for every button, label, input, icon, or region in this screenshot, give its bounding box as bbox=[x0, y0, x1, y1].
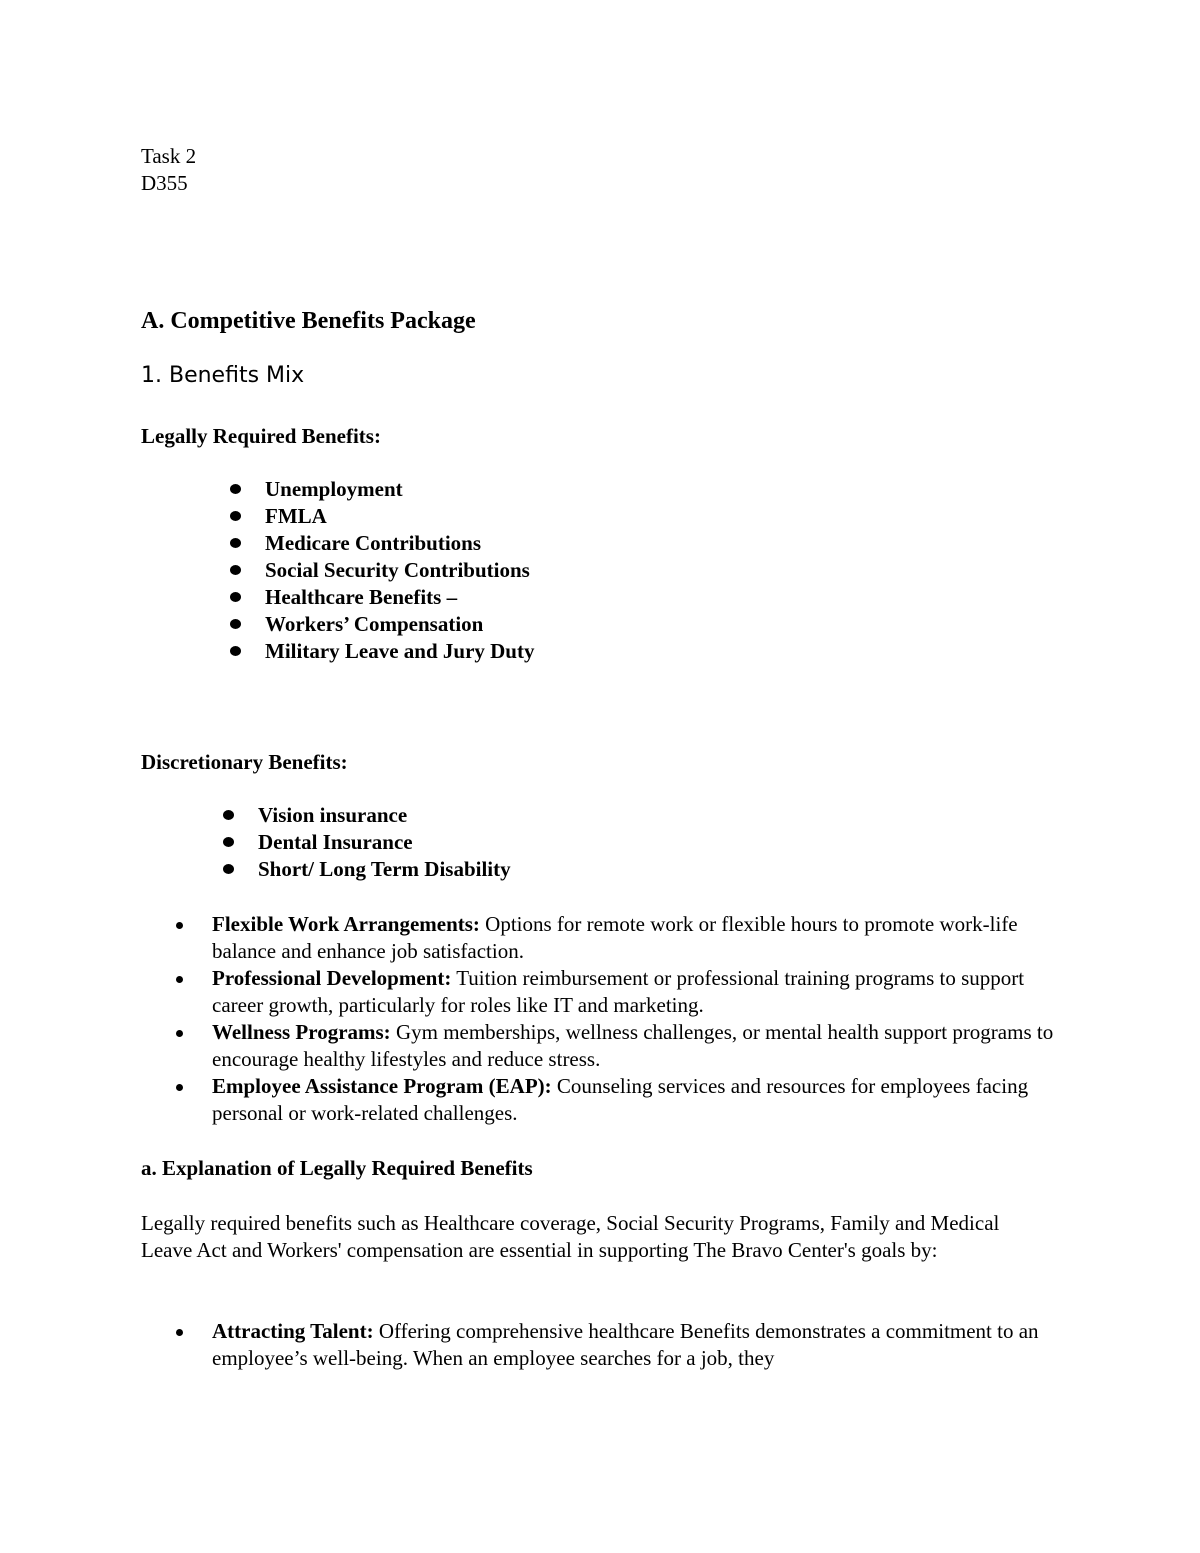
discretionary-benefits-list bbox=[258, 802, 511, 883]
discretionary-benefits-heading: Discretionary Benefits: bbox=[141, 750, 348, 774]
item-label: Wellness Programs: bbox=[212, 1020, 391, 1044]
item-text: Options for remote work or flexible hours to promote work-life balance and enhance job satisfaction. bbox=[212, 912, 1018, 963]
explanation-list bbox=[212, 1318, 1072, 1372]
item-text: Tuition reimbursement or professional training programs to support career growth, particularly for roles like IT and marketing. bbox=[212, 966, 1025, 1017]
list-item bbox=[212, 911, 1072, 965]
explanation-heading: a. Explanation of Legally Required Benefits bbox=[141, 1156, 533, 1180]
list-item: Unemployment bbox=[265, 476, 534, 503]
bullet-icon bbox=[176, 1030, 183, 1037]
bullet-icon bbox=[230, 592, 241, 602]
list-item: Social Security Contributions bbox=[265, 557, 534, 584]
list-item: Military Leave and Jury Duty bbox=[265, 638, 534, 665]
explanation-paragraph: Legally required benefits such as Healthcare coverage, Social Security Programs, Family and Medical Leave Act and Workers' compensation are essential in supporting The Bravo Center's goals by: bbox=[141, 1211, 1000, 1262]
list-item: Dental Insurance bbox=[258, 829, 511, 856]
bullet-icon bbox=[230, 538, 241, 548]
list-item: Vision insurance bbox=[258, 802, 511, 829]
additional-benefits-list bbox=[212, 911, 1072, 1127]
item-label: Flexible Work Arrangements: bbox=[212, 912, 480, 936]
list-item bbox=[212, 1318, 1072, 1372]
bullet-icon bbox=[176, 976, 183, 983]
bullet-icon bbox=[176, 1084, 183, 1091]
bullet-icon bbox=[230, 646, 241, 656]
list-item: FMLA bbox=[265, 503, 534, 530]
bullet-icon bbox=[223, 864, 234, 874]
item-text: Counseling services and resources for employees facing personal or work-related challenges. bbox=[212, 1074, 1029, 1125]
bullet-icon bbox=[230, 619, 241, 629]
item-label: Professional Development: bbox=[212, 966, 452, 990]
list-item: Healthcare Benefits – bbox=[265, 584, 534, 611]
list-item: Workers’ Compensation bbox=[265, 611, 534, 638]
bullet-icon bbox=[223, 810, 234, 820]
list-item bbox=[212, 1019, 1072, 1073]
bullet-icon bbox=[230, 484, 241, 494]
item-text: Gym memberships, wellness challenges, or mental health support programs to encourage healthy lifestyles and reduce stress. bbox=[212, 1020, 1054, 1071]
list-item bbox=[212, 965, 1072, 1019]
task-label: Task 2 bbox=[141, 144, 197, 168]
legal-benefits-heading: Legally Required Benefits: bbox=[141, 424, 381, 448]
section-title: A. Competitive Benefits Package bbox=[141, 308, 476, 334]
bullet-icon bbox=[230, 565, 241, 575]
section-subtitle: 1. Benefits Mix bbox=[141, 363, 305, 388]
bullet-icon bbox=[223, 837, 234, 847]
bullet-icon bbox=[176, 922, 183, 929]
list-item bbox=[212, 1073, 1072, 1127]
bullet-icon bbox=[176, 1329, 183, 1336]
legal-benefits-list bbox=[265, 476, 534, 665]
item-label: Attracting Talent: bbox=[212, 1319, 374, 1343]
course-code: D355 bbox=[141, 171, 188, 195]
list-item: Medicare Contributions bbox=[265, 530, 534, 557]
item-label: Employee Assistance Program (EAP): bbox=[212, 1074, 552, 1098]
bullet-icon bbox=[230, 511, 241, 521]
item-text: Offering comprehensive healthcare Benefits demonstrates a commitment to an employee’s well-being. When an employee searches for a job, they bbox=[212, 1319, 1039, 1370]
list-item: Short/ Long Term Disability bbox=[258, 856, 511, 883]
